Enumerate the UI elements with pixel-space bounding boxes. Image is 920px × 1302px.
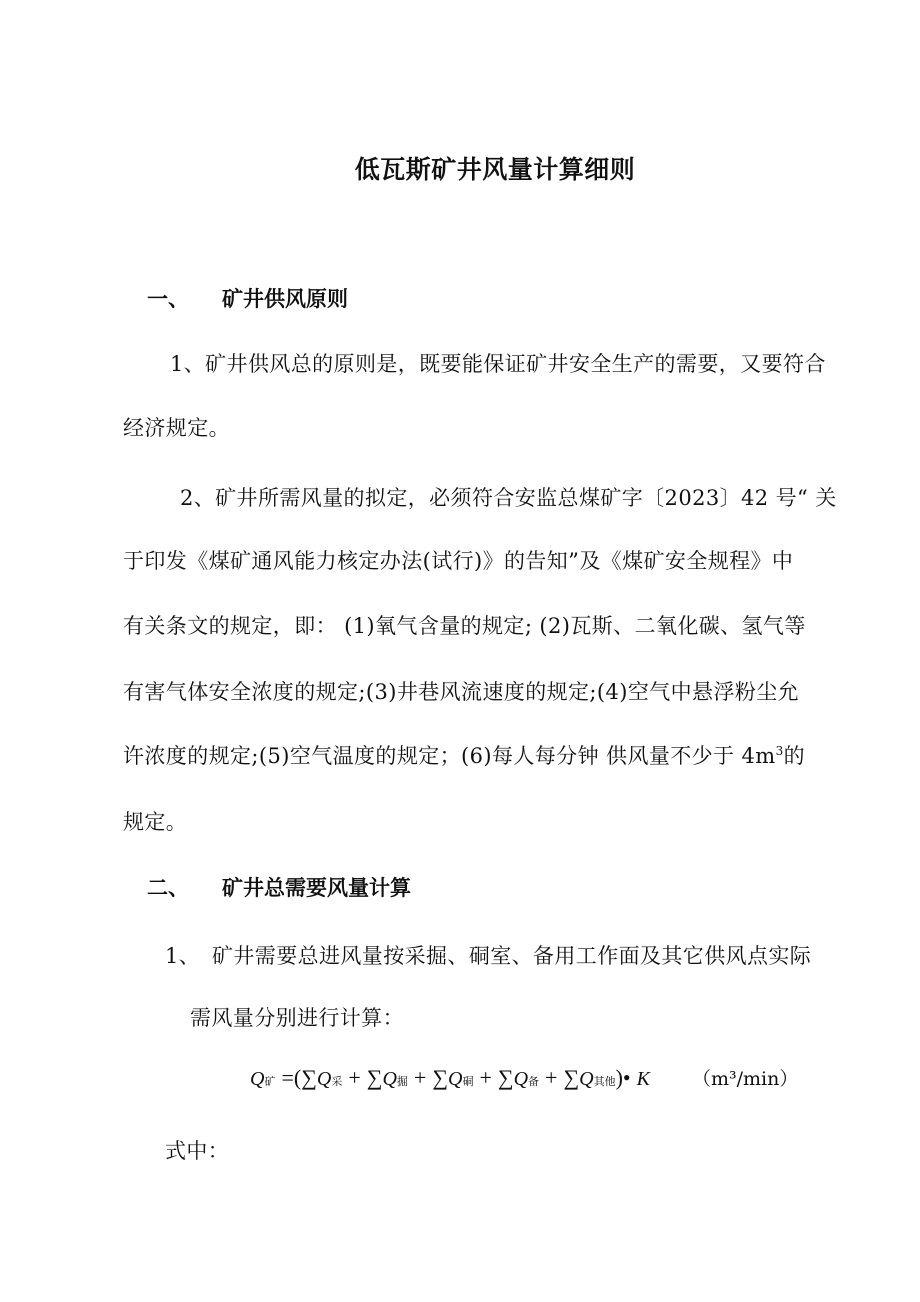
para-2-line-5-text: 许浓度的规定;(5)空气温度的规定；(6)每人每分钟 供风量不少于 4m	[123, 744, 776, 768]
formula-equals: =	[281, 1065, 294, 1090]
formula-unit: （m³/min）	[691, 1068, 799, 1090]
para-2-line-5-end: 的	[783, 744, 806, 768]
section-1-heading: 矿井供风原则	[222, 286, 348, 311]
formula-q: Q	[250, 1068, 265, 1090]
item-1-line-1: 矿井需要总进风量按采掘、硐室、备用工作面及其它供风点实际	[212, 944, 812, 968]
para-2-line-5	[123, 740, 805, 770]
formula-plus: +	[413, 1065, 427, 1090]
para-2-line-3: 有关条文的规定，即： (1)氧气含量的规定; (2)瓦斯、二氧化碳、氢气等	[123, 614, 806, 638]
para-2-line-2: 于印发《煤矿通风能力核定办法(试行)》的告知”及《煤矿安全规程》中	[123, 549, 794, 573]
formula-open-paren: (	[293, 1065, 302, 1090]
formula-q: Q	[513, 1068, 529, 1090]
formula-sub-dong: 硐	[462, 1076, 474, 1088]
para-2-line-4: 有害气体安全浓度的规定;(3)井巷风流速度的规定;(4)空气中悬浮粉尘允	[123, 680, 800, 704]
para-2-line-1: 2、矿井所需风量的拟定，必须符合安监总煤矿字〔2023〕42 号“ 关	[180, 486, 837, 510]
formula-sub-bei: 备	[528, 1076, 540, 1088]
formula-q: Q	[579, 1068, 594, 1090]
formula-k: K	[636, 1068, 650, 1090]
para-2-line-6: 规定。	[123, 810, 188, 834]
sigma-symbol: ∑	[432, 1065, 449, 1090]
airflow-formula	[250, 1064, 798, 1091]
sigma-symbol: ∑	[497, 1065, 514, 1090]
section-2-heading: 矿井总需要风量计算	[222, 875, 411, 900]
formula-plus: +	[545, 1065, 558, 1090]
formula-close-paren: )	[615, 1065, 623, 1090]
sigma-symbol: ∑	[366, 1065, 383, 1090]
item-1-line-2: 需风量分别进行计算：	[190, 1006, 404, 1030]
formula-plus: +	[479, 1065, 492, 1090]
page-title: 低瓦斯矿井风量计算细则	[354, 155, 636, 184]
formula-sub-cai: 采	[331, 1076, 343, 1088]
formula-q: Q	[448, 1068, 463, 1090]
formula-q: Q	[382, 1068, 397, 1090]
formula-q: Q	[316, 1068, 332, 1090]
sigma-symbol: ∑	[301, 1065, 317, 1090]
formula-sub-mine: 矿	[264, 1076, 276, 1088]
formula-dot: •	[622, 1065, 631, 1090]
section-1-number: 一、	[147, 286, 189, 311]
superscript-3: 3	[775, 744, 784, 758]
where-label: 式中：	[165, 1139, 230, 1163]
para-1-line-1: 1、矿井供风总的原则是，既要能保证矿井安全生产的需要，又要符合	[170, 352, 826, 376]
formula-plus: +	[348, 1065, 361, 1090]
formula-sub-other: 其他	[593, 1076, 616, 1088]
formula-sub-jue: 掘	[396, 1076, 408, 1088]
para-1-line-2: 经济规定。	[123, 416, 230, 440]
section-2-number: 二、	[147, 875, 189, 900]
item-1-number: 1、	[165, 944, 201, 968]
sigma-symbol: ∑	[563, 1065, 580, 1090]
